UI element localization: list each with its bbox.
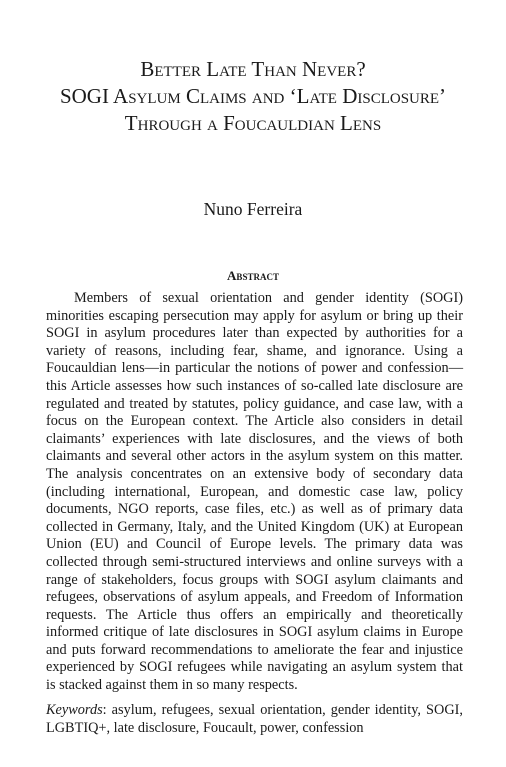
title-line-1: Better Late Than Never?	[140, 57, 366, 81]
keywords-list: : asylum, refugees, sexual orientation, gender identity, SOGI, LGBTIQ+, late disclosure, Foucault, power, confession	[46, 702, 463, 736]
title-line-3: Through a Foucauldian Lens	[124, 111, 382, 135]
keywords	[46, 702, 463, 737]
author-name: Nuno Ferreira	[203, 199, 303, 219]
abstract-heading: Abstract	[227, 268, 279, 283]
paper-title	[0, 56, 506, 137]
title-line-2: SOGI Asylum Claims and ‘Late Disclosure’	[59, 84, 447, 108]
abstract-body: Members of sexual orientation and gender identity (SOGI) minorities escaping persecution may apply for asylum or bring up their SOGI in asylum procedures later than expected by authorities for a variety of reasons, including fear, shame, and ignorance. Using a Foucauldian lens—in particular the notions of power and confession—this Article assesses how such instances of so-called late disclosure are regulated and treated by statutes, policy guidance, and case law, with a focus on the European context. The Article also considers in detail claimants’ experiences with late disclosures, and the views of both claimants and several other actors in the asylum system on this matter. The analysis concentrates on an extensive body of secondary data (including international, European, and domestic case law, policy documents, NGO reports, case files, etc.) as well as of primary data collected in Germany, Italy, and the United Kingdom (UK) at European Union (EU) and Council of Europe levels. The primary data was collected through semi-structured interviews and online surveys with a range of stakeholders, focus groups with SOGI asylum claimants and refugees, observations of asylum appeals, and Freedom of Information requests. The Article thus offers an empirically and theoretically informed critique of late disclosures in SOGI asylum claims in Europe and puts forward recommendations to ameliorate the fear and injustice experienced by SOGI refugees while navigating an asylum system that is stacked against them in so many respects.	[46, 290, 463, 694]
keywords-label: Keywords	[46, 702, 103, 718]
